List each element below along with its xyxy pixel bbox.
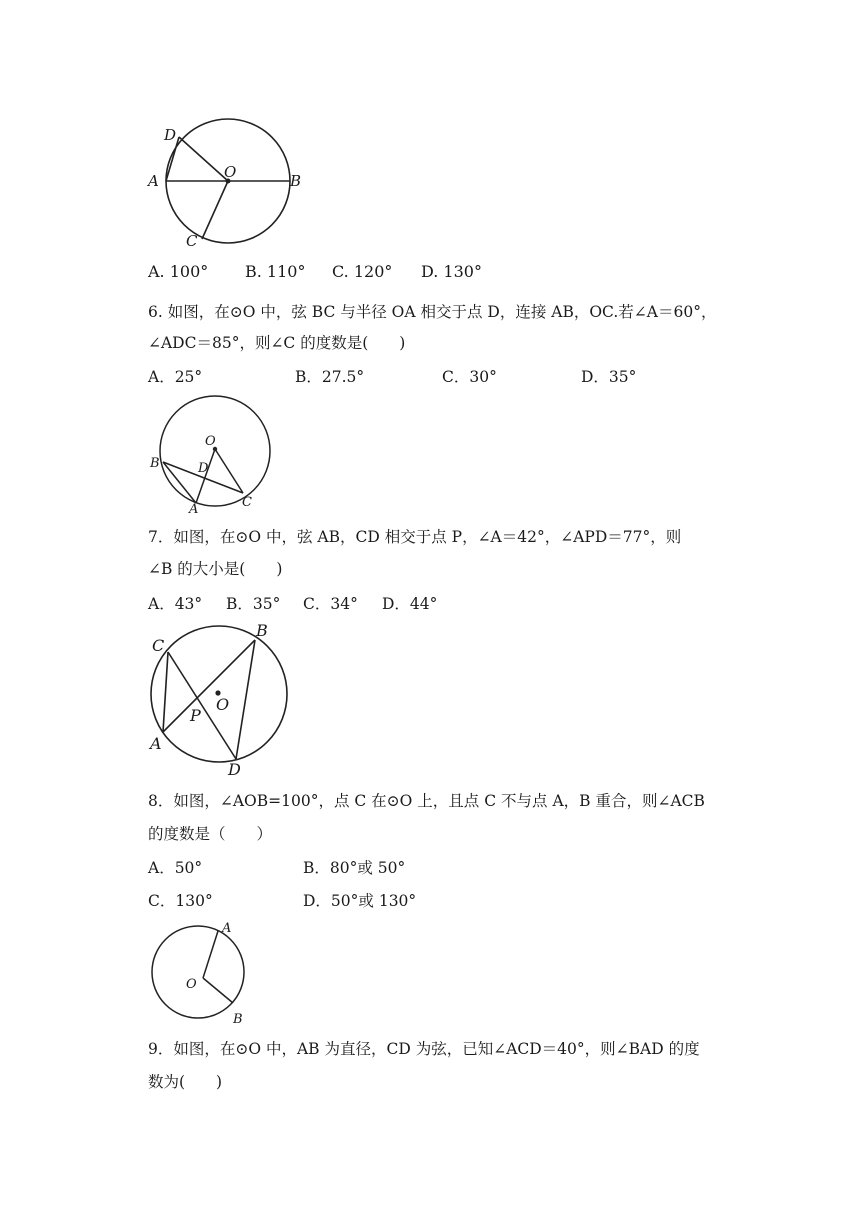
q5-label-o: O [224, 163, 237, 181]
q7-segment-bd [236, 640, 255, 759]
q7-chord-ab [163, 640, 255, 732]
q7-segment-ca [163, 652, 168, 732]
q8-radius-ob [203, 978, 233, 1003]
q6-option-d: D．35° [581, 368, 637, 386]
q5-label-d: D [164, 126, 177, 144]
q6-label-a: A [189, 502, 199, 515]
q6-text-line2: ∠ADC＝85°，则∠C 的度数是( ) [148, 334, 406, 352]
q8-circle [152, 926, 244, 1018]
q6-radius-oc [215, 449, 243, 493]
q8-label-o: O [186, 977, 197, 992]
q7-label-d: D [228, 760, 241, 779]
q8-option-b: B．80°或 50° [303, 859, 406, 877]
q5-label-a: A [148, 172, 159, 190]
q8-option-d: D．50°或 130° [303, 892, 417, 910]
q5-label-c: C [186, 232, 198, 250]
q6-option-a: A．25° [148, 368, 203, 386]
q7-text-line2: ∠B 的大小是( ) [148, 560, 283, 578]
q9-text-line2: 数为( ) [148, 1073, 223, 1091]
q5-option-c: C. 120° [332, 262, 393, 281]
q5-segment-oc [202, 181, 228, 239]
q5-option-a: A. 100° [148, 262, 209, 281]
q7-option-a: A．43° [148, 595, 203, 613]
q5-option-b: B. 110° [245, 262, 306, 281]
q7-label-a: A [150, 734, 162, 753]
q7-label-b: B [256, 621, 268, 640]
q7-label-p: P [190, 706, 201, 725]
q8-figure [145, 915, 255, 1030]
q8-label-b: B [233, 1012, 243, 1027]
q7-option-b: B．35° [226, 595, 281, 613]
q8-radius-oa [203, 931, 218, 978]
q6-label-o: O [205, 434, 216, 449]
q5-label-b: B [290, 172, 302, 190]
q7-label-c: C [152, 636, 165, 655]
q6-text-line1: 6. 如图，在⊙O 中，弦 BC 与半径 OA 相交于点 D，连接 AB，OC.若∠A＝60°， [148, 303, 717, 321]
q5-segment-do [179, 137, 228, 181]
q8-text-line2: 的度数是（ ） [148, 825, 273, 843]
q8-text-line1: 8．如图，∠AOB=100°，点 C 在⊙O 上，且点 C 不与点 A，B 重合，则∠ACB [148, 792, 705, 810]
q7-label-o: O [216, 695, 230, 714]
q7-option-d: D．44° [382, 595, 438, 613]
q8-option-c: C．130° [148, 892, 213, 910]
q5-figure [140, 112, 320, 252]
q7-text-line1: 7．如图，在⊙O 中，弦 AB，CD 相交于点 P，∠A＝42°，∠APD＝77°，则 [148, 528, 682, 546]
q5-option-d: D. 130° [421, 262, 482, 281]
q7-option-c: C．34° [303, 595, 358, 613]
q6-label-c: C [242, 495, 252, 510]
q6-label-d: D [198, 461, 209, 476]
q8-option-a: A．50° [148, 859, 203, 877]
q6-label-b: B [150, 456, 160, 471]
q8-label-a: A [222, 921, 232, 936]
q7-figure [140, 620, 300, 780]
q6-figure [145, 395, 280, 515]
q6-option-b: B．27.5° [295, 368, 365, 386]
q9-text-line1: 9．如图，在⊙O 中，AB 为直径，CD 为弦，已知∠ACD＝40°，则∠BAD 的度 [148, 1040, 700, 1058]
q6-option-c: C．30° [442, 368, 497, 386]
